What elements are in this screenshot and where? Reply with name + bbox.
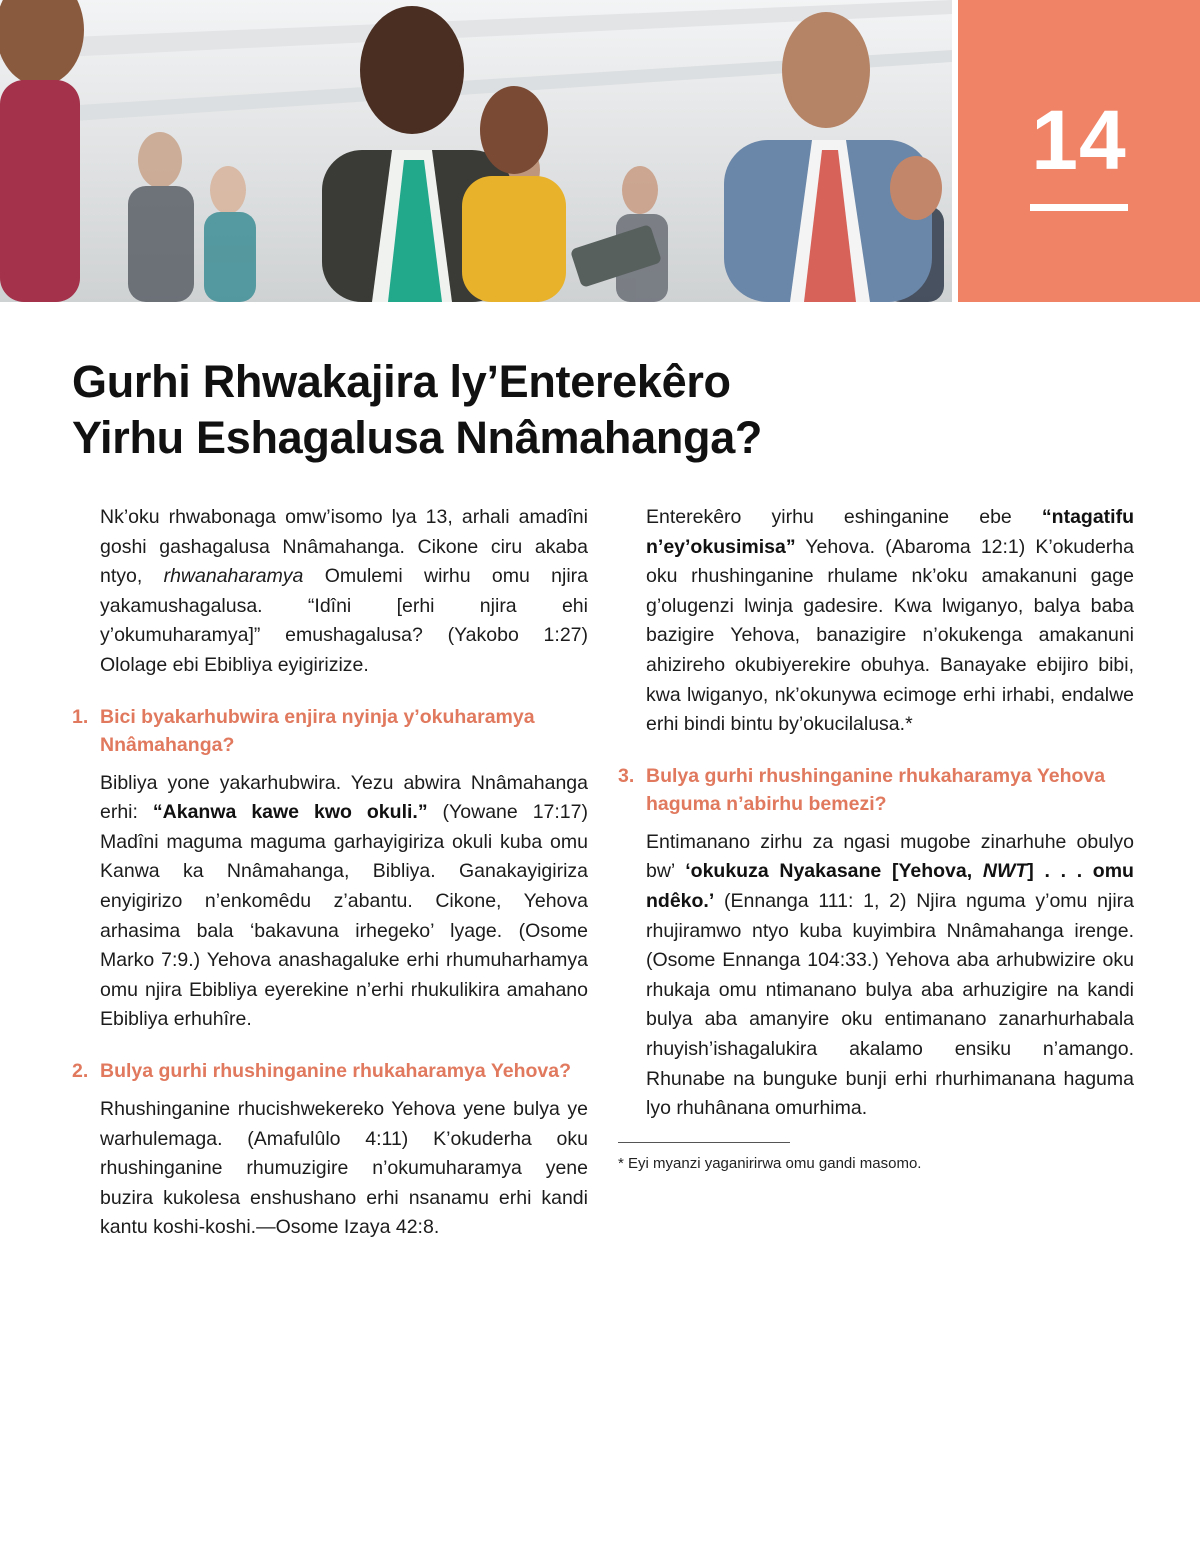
question-1-heading xyxy=(72,703,588,759)
question-3-heading xyxy=(618,762,1134,818)
question-3-answer: Entimanano zirhu za ngasi mugobe zinarhuhe obulyo bw’ ‘okukuza Nyakasane [Yehova, NWT] . . . omu ndêko.’ (Ennanga 111: 1, 2) Njira nguma y’omu njira rhujiramwo ntyo kuba kuyimbira Nnâmahanga irenge. (Osome Ennanga 104:33.) Yehova aba arhubwizire oku rhukaja omu ntimanano bulya aba arhuzigire na kandi bulya aba amanyire oku entimanano zanarhurhabala rhuyish’ishagalukira akalamo ensiku n’amango. Rhunabe na bunguke bunji erhi rhurhimanana haguma lyo rhuhânana omurhima. xyxy=(646,830,1134,1120)
header-photo xyxy=(0,0,952,302)
footnote: * Eyi myanzi yaganirirwa omu gandi masomo. xyxy=(618,1154,922,1172)
question-1-answer: Bibliya yone yakarhubwira. Yezu abwira Nnâmahanga erhi: “Akanwa kawe kwo okuli.” (Yowane 17:17) Madîni maguma maguma garhayigiriza okuli kuba omu Kanwa ka Nnâmahanga, Bibliya. Ganakayigiriza enyigirizo n’enkomêdu z’abantu. Cikone, Yehova arhasima bala ‘bakavuna irhegeko’ lyage. (Osome Marko 7:9.) Yehova anashagaluke erhi rhumuharhamya omu njira Ebibliya eyerekine n’erhi rhukulikira amahano Ebibliya erhuhîre. xyxy=(100,771,588,1031)
praise-quote: ‘okukuza Nyakasane [Yehova, NWT] . . . omu ndêko.’ xyxy=(646,860,1134,912)
page-title-line-1: Gurhi Rhwakajira ly’Enterekêro xyxy=(72,356,731,407)
intro-emphasis: rhwanaharamya xyxy=(163,565,304,588)
question-1-quote: “Akanwa kawe kwo okuli.” xyxy=(152,801,428,824)
question-2-answer: Rhushinganine rhucishwekereko Yehova yene bulya ye warhulemaga. (Amafulûlo 4:11) K’okuderha oku rhushinganine rhumuzigire n’okumuharamya yene buzira kukolesa enshushano erhi nsanamu erhi kandi kantu koshi-koshi.—Osome Izaya 42:8. xyxy=(100,1097,588,1239)
question-2-continuation: Enterekêro yirhu eshinganine ebe “ntagatifu n’ey’okusimisa” Yehova. (Abaroma 12:1) K’okuderha oku rhushinganine rhulame nk’oku amakanuni gage g’olugenzi lwinja gadesire. Kwa lwiganyo, balya baba bazigire Yehova, banazigire n’okukenga amakanuni ahizireho okubiyerekire obuhya. Banayake ebijiro bibi, kwa lwiganyo, nk’okunywa ecimoge erhi irhabi, endalwe erhi bindi bintu by’okucilalusa.* xyxy=(646,506,1134,736)
sacrifice-quote: “ntagatifu n’ey’okusimisa” xyxy=(646,506,1134,558)
question-2-number: 2. xyxy=(72,1059,89,1082)
lesson-number: 14 xyxy=(1031,93,1127,187)
lesson-number-underline xyxy=(1030,204,1128,211)
question-1-number: 1. xyxy=(72,705,89,728)
question-1-text: Bici byakarhubwira enjira nyinja y’okuharamya Nnâmahanga? xyxy=(100,705,535,756)
page-title-line-2: Yirhu Eshagalusa Nnâmahanga? xyxy=(72,412,763,463)
question-2-heading xyxy=(72,1057,588,1085)
right-column xyxy=(618,503,1134,1175)
question-2-text: Bulya gurhi rhushinganine rhukaharamya Yehova? xyxy=(100,1059,572,1082)
left-column xyxy=(72,503,588,1260)
question-3-text: Bulya gurhi rhushinganine rhukaharamya Yehova haguma n’abirhu bemezi? xyxy=(646,764,1106,815)
question-3-number: 3. xyxy=(618,764,635,787)
footnote-divider xyxy=(618,1142,790,1143)
page-title xyxy=(72,354,1132,466)
lesson-number-badge xyxy=(958,0,1200,302)
intro-paragraph: Nk’oku rhwabonaga omw’isomo lya 13, arhali amadîni goshi gashagalusa Nnâmahanga. Cikone ciru akaba ntyo, rhwanaharamya Omulemi wirhu omu njira yakamushagalusa. “Idîni [erhi njira ehi y’okumuharamya]” emushagalusa? (Yakobo 1:27) Ololage ebi Ebibliya eyigirizize. xyxy=(100,506,588,676)
congregation-singing-photo xyxy=(0,0,952,302)
